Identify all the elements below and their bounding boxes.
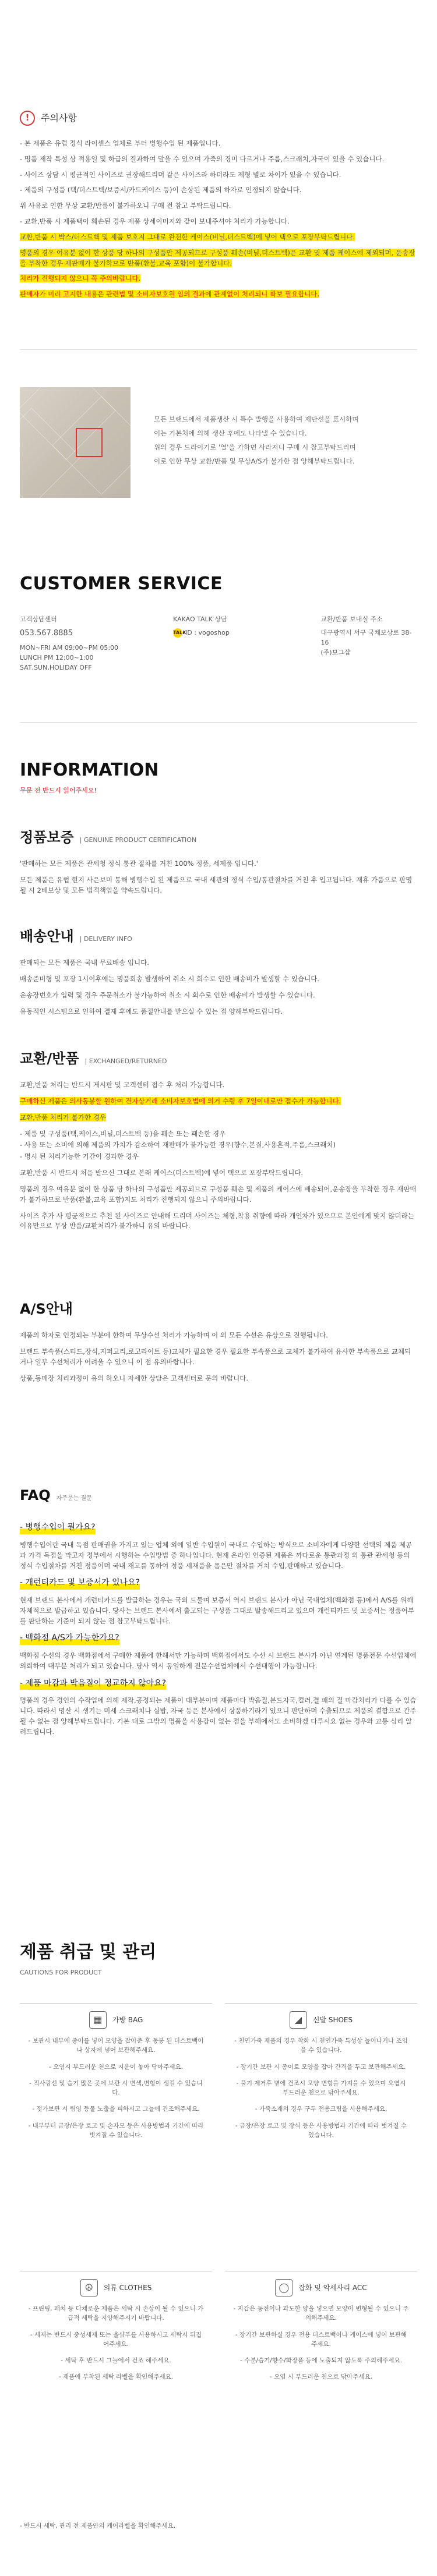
- bag-icon: ▦: [89, 2011, 107, 2029]
- accessory-icon: ◯: [275, 2279, 292, 2297]
- warning-icon: !: [20, 111, 35, 126]
- care-item: - 젖가보관 시 팀잉 등물 노출을 피하시고 그늘에 건조해주세요.: [32, 2106, 200, 2113]
- kakao-id: ID : vogoshop: [185, 628, 230, 636]
- cutline-text: 이로 인한 무상 교환/반품 및 무상A/S가 불가한 점 양해부탁드립니다.: [154, 457, 355, 465]
- cs-phone-column: [20, 614, 173, 673]
- care-card-accessory: [225, 2271, 417, 2389]
- as-section: [20, 1298, 417, 1389]
- care-title: 제품 취급 및 관리: [20, 1942, 157, 1962]
- faq-question: - 제품 마감과 박음질이 정교하지 않아요?: [20, 1678, 166, 1690]
- section-text: 교환,반품 처리는 반드시 게시판 및 고객센터 접수 후 처리 가능합니다.: [20, 1081, 225, 1089]
- care-item: - 내부부터 금장/은장 로고 및 손자모 등은 사용방법과 기간에 따라 벗겨질 수 있습니다.: [28, 2122, 204, 2139]
- faq-answer: 백화점 수선의 경우 백화점에서 구매한 제품에 한해서만 가능하며 백화점에서도 수선 시 브랜드 본사가 아닌 연계된 명품전문 수선업체에 의뢰하여 대부분 처리가 되고 있습니다. 당사 역시 동일하게 전문수선업체에서 수선대행이 가능합니다.: [20, 1651, 417, 1670]
- notice-highlight: 명품의 경우 여유분 없이 한 상품 당 하나의 구성품만 제공되므로 구성품 훼손(비닐,더스트백)은 교환 및 제품 케이스에 제외되며, 운송장을 부착한 경우 재판매가 불가하므로 반품(환불,교육 포함)이 불가합니다.: [20, 248, 415, 267]
- notice-title: 주의사항: [41, 112, 77, 123]
- cs-address: 대구광역시 서구 국채보상로 38-16: [320, 628, 412, 646]
- section-text: '판매하는 모든 제품은 관세청 정식 통관 절차를 거친 100% 정품, 세제품 입니다.': [20, 859, 258, 868]
- information-header: [20, 757, 417, 795]
- care-card-clothes: [20, 2271, 212, 2389]
- section-highlight: 교환,반품 처리가 불가한 경우: [20, 1113, 106, 1121]
- care-item: - 제품에 부착된 세탁 라벨을 확인해주세요.: [58, 2373, 174, 2381]
- cutline-highlight-box: [76, 428, 103, 457]
- section-text: - 제품 및 구성품(택,케이스,비닐,더스트백 등)을 훼손 또는 패손한 경우: [20, 1129, 226, 1138]
- notice-header: [20, 111, 417, 126]
- care-item: - 오염 시 부드러운 천으로 닦아주세요.: [270, 2373, 372, 2381]
- notice-item: - 본 제품은 유럽 정식 라이센스 업체로 부터 병행수입 된 제품입니다.: [20, 139, 221, 147]
- divider: [20, 349, 417, 350]
- care-card-title: 가방 BAG: [112, 2015, 143, 2024]
- faq-title: FAQ: [20, 1487, 51, 1503]
- section-text: - 명시 된 처리기능한 기간이 경과한 경우: [20, 1152, 139, 1161]
- section-text: 판매되는 모든 제품은 국내 무료배송 입니다.: [20, 958, 149, 967]
- care-subtitle: CAUTIONS FOR PRODUCT: [20, 1968, 102, 1976]
- section-title: 배송안내: [20, 928, 74, 944]
- notice-highlight: 교환,반품 시 박스/더스트백 및 제품 보호지 그대로 완전한 케이스(비닐,더스트백)에 넣어 택으로 포장부탁드립니다.: [20, 232, 355, 241]
- section-title: 정품보증: [20, 829, 74, 845]
- care-item: - 수분/습기/향수/화장품 등에 노출되지 않도록 주의해주세요.: [240, 2357, 402, 2365]
- faq-subtitle: 자주묻는 질문: [56, 1495, 92, 1502]
- notice-highlight-red: 처리가 진행되지 않으니 꼭 주의바랍니다.: [20, 274, 141, 283]
- faq-item[interactable]: [20, 1678, 417, 1738]
- care-item: - 금장/은장 로고 및 장식 등은 사용방법과 기간에 따라 벗겨질 수 있습니다.: [235, 2122, 407, 2139]
- section-text: - 사용 또는 소비에 의해 제품의 가치가 감소하여 재판매가 불가능한 경우(향수,본질,사용흔적,주름,스크래치): [20, 1141, 336, 1149]
- notice-highlight-red: 판매자가 미리 고지한 내용은 관련법 및 소비자보호원 임의 결과에 관계없이 처리되니 확보 필요합니다.: [20, 290, 320, 299]
- delivery-section: [20, 926, 417, 1022]
- authentic-section: [20, 827, 417, 902]
- cutline-text: 모든 브랜드에서 제품생산 시 특수 발행을 사용하여 제단선을 표시하며: [154, 415, 359, 424]
- notice-item: - 교환,반품 시 제품택이 훼손된 경우 제품 상세이미지와 같이 보내주셔야 처리가 가능합니다.: [20, 217, 290, 226]
- customer-service-section: [20, 571, 417, 673]
- section-text: 교환,반품 시 반드시 처음 받으신 그대로 본래 케이스(더스트백)에 넣어 택으로 포장부탁드립니다.: [20, 1169, 304, 1177]
- cs-phone-link[interactable]: 053.567.8885: [20, 628, 73, 638]
- care-item: - 보관시 내부에 종이를 넣어 모양을 잡아준 후 동봉 된 더스트백이나 상자에 넣어 보관해주세요.: [28, 2037, 204, 2054]
- care-card-title: 신발 SHOES: [312, 2015, 353, 2024]
- faq-item[interactable]: [20, 1521, 417, 1571]
- shoe-icon: ◢: [290, 2011, 307, 2029]
- care-item: - 세탁 후 반드시 그늘에서 건조 해주세요.: [61, 2357, 171, 2365]
- faq-answer: 병행수입이란 국내 독점 판매권을 가지고 있는 업체 외에 일반 수입원이 국내로 수입하는 방식으로 소비자에게 다양한 선택의 제품 제공과 가격 독점을 막고자 정부에서 시행하는 수입방법 중 하나입니다. 현재 온라인 인증된 제품은 까다로운 통관과정 외 통관 관세청 등의 정식 수입절차를 거친 정품이며 국내 재고를 통하여 정품 세재품을 폼은만 절차를 거쳐 수입,판매하고 있습니다.: [20, 1540, 413, 1570]
- care-item: - 지갑은 동전이나 과도한 양을 넣으면 모양이 변형될 수 있으니 주의해주세요.: [233, 2305, 409, 2322]
- cs-holiday: SAT,SUN,HOLIDAY OFF: [20, 663, 92, 671]
- notice-section: [0, 0, 437, 349]
- section-text: 모든 제품은 유럽 현지 사은보미 통해 병행수입 된 제품으로 국내 세관의 정식 수입/통관절차를 거친 후 입고됩니다. 재휴 가품으로 판명될 시 2배보상 및 모든 법적책임을 약속드립니다.: [20, 876, 413, 894]
- care-grid: [20, 2003, 417, 2527]
- section-title: A/S안내: [20, 1301, 73, 1317]
- section-text: 유동적인 시스템으로 인하여 결제 후에도 품절안내를 받으실 수 있는 점 양해부탁드립니다.: [20, 1007, 283, 1015]
- cs-lunch: LUNCH PM 12:00~1:00: [20, 653, 94, 661]
- care-footer-note: - 반드시 세탁, 관리 전 제품안의 케어라벨을 확인해주세요.: [20, 2522, 176, 2529]
- cs-label: 고객상담센터: [20, 615, 57, 623]
- section-subtitle: | DELIVERY INFO: [79, 935, 132, 943]
- notice-item: - 제품의 구성품 (택/더스트백/보증서/카드케이스 등)이 손상된 제품의 하자로 인정되지 않습니다.: [20, 186, 302, 194]
- care-item: - 장기간 보관 시 종이로 모양을 잡아 간격을 두고 보관해주세요.: [236, 2063, 406, 2071]
- section-highlight: 구매하신 제품은 의사동봉할 원하여 전자상거래 소비자보호법에 의거 수령 후 7일이내로만 접수가 가능합니다.: [20, 1097, 341, 1105]
- section-subtitle: | EXCHANGED/RETURNED: [84, 1057, 167, 1065]
- care-item: - 천연가죽 제품의 경우 착화 시 천연가죽 특성상 늘어나거나 조임을 수 있습니다.: [234, 2037, 408, 2054]
- faq-item[interactable]: [20, 1632, 417, 1671]
- notice-item: - 명품 제작 특성 상 적용일 및 하급의 결과하여 말을 수 있으며 가죽의 경미 다르거나 주름,스크래치,자국이 있을 수 있습니다.: [20, 154, 385, 163]
- cutline-notice-section: [20, 384, 417, 501]
- care-card-title: 의류 CLOTHES: [103, 2283, 152, 2292]
- cutline-text: 위의 경우 드라이기로 '열'을 가하면 사라지니 구매 시 참고부탁드리며: [154, 443, 356, 451]
- divider: [20, 722, 417, 723]
- care-card-bag: [20, 2003, 212, 2147]
- care-card-shoes: [225, 2003, 417, 2147]
- kakao-talk-icon: TALK: [173, 628, 182, 638]
- section-text: 브랜드 부속품(스티드,장식,지퍼고리,로고라이트 등)교체가 필요한 경우 필요한 부속품으로 교체가 불가하여 유사한 부속품으로 교체되거나 일부 수선처리가 어려울 수 있으니 이 점 유의바랍니다.: [20, 1347, 411, 1366]
- cs-label: KAKAO TALK 상담: [173, 615, 227, 623]
- section-text: 상품,동매장 처리과정이 유의 하오니 자세한 상담은 고객센터로 문의 바랍니다.: [20, 1374, 249, 1382]
- faq-question: - 개런티카드 및 보증서가 있나요?: [20, 1577, 140, 1590]
- faq-answer: 현재 브랜드 본사에서 개런티카드를 발급하는 경우는 국외 드물며 보증서 역시 브랜드 본사가 아닌 국내업체(백화점 등)에서 A/S를 위해 자체적으로 발급하고 있습니다. 당사는 브랜드 본사에서 출고되는 구성품 그대로 발송해드리고 있으며 개런티카드 및 보증서는 정품여부를 판단하는 기준이 되지 않는 점 참고부탁드립니다.: [20, 1596, 414, 1625]
- care-item: - 프린팅, 패치 등 다채로운 제품은 세탁 시 손상이 될 수 있으니 가급적 세탁을 지양해주시기 바랍니다.: [28, 2305, 204, 2322]
- care-header: [20, 1939, 417, 1977]
- care-item: - 가죽소재의 경우 구두 전용크림을 사용해주세요.: [255, 2106, 387, 2113]
- section-title: 교환/반품: [20, 1050, 79, 1067]
- care-card-title: 잡화 및 악세사리 ACC: [298, 2283, 367, 2292]
- cs-kakao-column: [173, 614, 320, 673]
- section-text: 배송준비형 및 포장 1시이후에는 명품회송 발생하여 취소 시 회수로 인한 배송비가 발생할 수 있습니다.: [20, 975, 319, 983]
- care-item: - 세제는 반드시 중성세제 또는 울샴푸를 사용하시고 세탁시 뒤집어주세요.: [30, 2331, 202, 2348]
- cs-recipient: (주)보그샵: [320, 648, 351, 656]
- cs-hours: MON~FRI AM 09:00~PM 05:00: [20, 643, 119, 652]
- notice-item: 위 사유로 인한 무상 교환/반품이 불가하오니 구매 전 참고 부탁드립니다.: [20, 201, 231, 210]
- customer-service-title: CUSTOMER SERVICE: [20, 574, 223, 594]
- section-text: 운송장번호가 입력 및 경우 주문취소가 불가능하여 취소 시 회수로 인한 배송비가 발생할 수 있습니다.: [20, 990, 315, 999]
- cs-label: 교환/반품 보내실 주소: [320, 615, 383, 623]
- care-item: - 직사광선 및 습기 많은 곳에 보관 시 변색,변형이 생길 수 있습니다.: [29, 2079, 203, 2097]
- section-text: 제품의 하자로 인정되는 부분에 한하여 무상수선 처리가 가능하며 이 외 모든 수선은 유상으로 진행됩니다.: [20, 1331, 328, 1340]
- care-item: - 물기 제거후 볕에 건조시 모양 변형을 가져을 수 있으며 오염시 부드러운 천으로 닦아주세요.: [236, 2079, 406, 2097]
- exchange-section: [20, 1048, 417, 1237]
- care-item: - 오염시 부드러운 천으로 지운이 놓아 닦아주세요.: [48, 2063, 183, 2071]
- faq-answer: 명품의 경우 경인의 수작업에 의해 제작,공정되는 제품이 대부분이며 제품마다 박음질,본드자국,컬러,결 패의 질 마감처리가 다를 수 있습니다. 따라서 명산 시 생기는 미세 스크래치나 실밥, 자국 등은 본사에서 상품하기라기 있으니 판단하며 수출되므로 제품의 결함으로 간주될 수 없는 점 양해부탁드립니다. 기본 대로 그밖의 명품을 사용감이 없는 점을 부해에서도 소비하겠 다루시요 없는 경우와 교통 심리 알려드립니다.: [20, 1696, 417, 1736]
- notice-item: - 사이즈 상담 시 평균적인 사이즈로 권장해드리며 같은 사이즈라 하더라도 제형 별로 차이가 있을 수 있습니다.: [20, 170, 341, 179]
- cutline-description: [154, 415, 417, 470]
- section-text: 사이즈 추가 사 평균적으로 추천 된 사이즈로 안내해 드리며 사이즈는 체형,착용 취향에 따라 개인차가 있으므로 본인에게 맞지 않더라는 이유만으로 무상 반품/교환처리가 불가하니 유의 바랍니다.: [20, 1211, 414, 1230]
- cs-address-column: [320, 614, 417, 673]
- product-closeup-image: [20, 387, 131, 498]
- faq-question: - 병행수입이 뭔가요?: [20, 1521, 96, 1534]
- information-title: INFORMATION: [20, 760, 159, 780]
- care-item: - 장기간 보관하실 경우 전용 더스트백이나 케이스에 넣어 보관해주세요.: [235, 2331, 407, 2348]
- section-subtitle: | GENUINE PRODUCT CERTIFICATION: [79, 836, 197, 844]
- faq-question: - 백화점 A/S가 가능한가요?: [20, 1632, 119, 1645]
- clothes-icon: ☮: [80, 2279, 98, 2297]
- faq-item[interactable]: [20, 1577, 417, 1626]
- kakao-id-link[interactable]: [173, 628, 320, 638]
- faq-section: [20, 1485, 417, 1743]
- cutline-text: 이는 기본처에 의해 생산 후에도 나타낼 수 있습니다.: [154, 429, 307, 438]
- information-subtitle: 무문 전 반드시 읽어주세요!: [20, 786, 97, 794]
- section-text: 명품의 경우 여유분 없이 한 상품 당 하나의 구성품만 제공되므로 구성품 훼손 및 제품의 케이스에 배송되어,운송장을 부착한 경우 재판매가 불가하므로 반품(환불,교육 포함)지도 처리가 진행되지 않으니 주의바랍니다.: [20, 1184, 417, 1204]
